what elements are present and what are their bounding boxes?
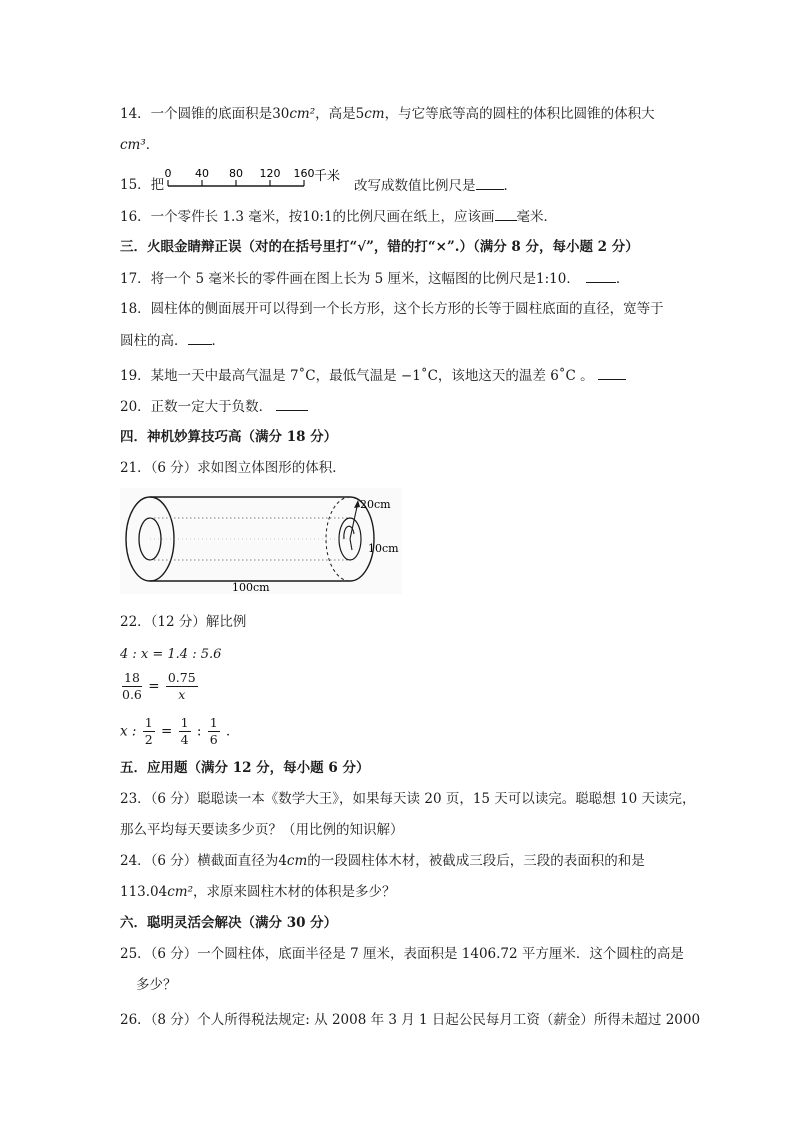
question-15-tail: 改写成数值比例尺是 ． (354, 175, 517, 196)
answer-blank[interactable] (586, 268, 616, 283)
equation-1: 4 : x = 1.4 : 5.6 (120, 647, 222, 662)
fraction: $\frac{18}{0.6}$ (122, 670, 142, 702)
answer-blank[interactable] (495, 206, 517, 221)
scale-tick-label: 40 (195, 167, 209, 180)
section-5-heading: 五．应用题（满分 12 分，每小题 6 分） (120, 760, 370, 776)
section-3-heading: 三．火眼金睛辩正误（对的在括号里打“√”，错的打“×”.）（满分 8 分，每小题 2 分） (120, 239, 639, 255)
hollow-cylinder-figure (120, 488, 402, 594)
question-23: 23．（6 分）聪聪读一本《数学大王》，如果每天读 20 页，15 天可以读完。聪聪想 10 天读完， (120, 791, 696, 807)
fraction: $\frac{0.75}{x}$ (167, 670, 196, 702)
question-20: 20．正数一定大于负数． (120, 396, 308, 417)
question-23-cont: 那么平均每天要读多少页？（用比例的知识解） (120, 822, 404, 838)
scale-tick-label: 120 (259, 167, 281, 180)
question-24: 24．（6 分）横截面直径为4cm的一段圆柱体木材，被截成三段后，三段的表面积的和是 (120, 853, 645, 869)
equation-2: $\frac{18}{0.6}$ = $\frac{0.75}{x}$ (122, 670, 196, 702)
question-18: 18．圆柱体的侧面展开可以得到一个长方形，这个长方形的长等于圆柱底面的直径，宽等于 (120, 301, 664, 317)
scale-tick-label: 160 (293, 167, 315, 180)
label-length: 100cm (232, 581, 270, 594)
line-scale-bar (164, 166, 354, 190)
fraction: $\frac{1}{6}$ (209, 715, 218, 747)
section-6-heading: 六．聪明灵活会解决（满分 30 分） (120, 915, 338, 931)
fraction: $\frac{1}{2}$ (144, 715, 153, 747)
question-16: 16．一个零件长 1.3 毫米，按10:1的比例尺画在纸上，应该画 毫米． (120, 206, 557, 227)
question-24-cont: 113.04cm²，求原来圆柱木材的体积是多少？ (120, 884, 396, 900)
question-25: 25．（6 分）一个圆柱体，底面半径是 7 厘米，表面积是 1406.72 平方厘米．这个圆柱的高是 (120, 946, 684, 962)
question-19: 19．某地一天中最高气温是 7˚C，最低气温是 −1˚C，该地这天的温差 6˚C 。 (120, 365, 626, 386)
equation-3: x : $\frac{1}{2}$ = $\frac{1}{4}$ : $\frac{1}{6}$ ． (120, 715, 240, 747)
label-outer-diameter: 20cm (360, 498, 391, 511)
question-21: 21．（6 分）求如图立体图形的体积． (120, 460, 346, 476)
question-14: 14．一个圆锥的底面积是30cm²，高是5cm，与它等底等高的圆柱的体积比圆锥的体积大 (120, 106, 655, 122)
answer-blank[interactable] (476, 175, 504, 190)
answer-blank[interactable] (188, 330, 212, 345)
question-15: 15．把 (120, 177, 165, 193)
scale-unit-label: 千米 (314, 169, 341, 184)
fraction: $\frac{1}{4}$ (180, 715, 189, 747)
scale-tick-label: 0 (164, 167, 172, 180)
question-14-tail: cm³． (120, 137, 160, 153)
answer-blank[interactable] (276, 396, 308, 411)
question-18-cont: 圆柱的高． ． (120, 330, 225, 351)
scale-tick-label: 80 (229, 167, 243, 180)
answer-blank[interactable] (598, 365, 626, 380)
question-17: 17．将一个 5 毫米长的零件画在图上长为 5 厘米，这幅图的比例尺是1:10． ． (120, 268, 629, 289)
question-26: 26．（8 分）个人所得税法规定: 从 2008 年 3 月 1 日起公民每月工资（薪金）所得未超过 2000 (120, 1012, 701, 1028)
question-22: 22．（12 分）解比例 (120, 614, 247, 630)
label-inner-diameter: 10cm (368, 542, 399, 555)
question-25-cont: 多少？ (136, 977, 177, 993)
section-4-heading: 四．神机妙算技巧高（满分 18 分） (120, 429, 338, 445)
